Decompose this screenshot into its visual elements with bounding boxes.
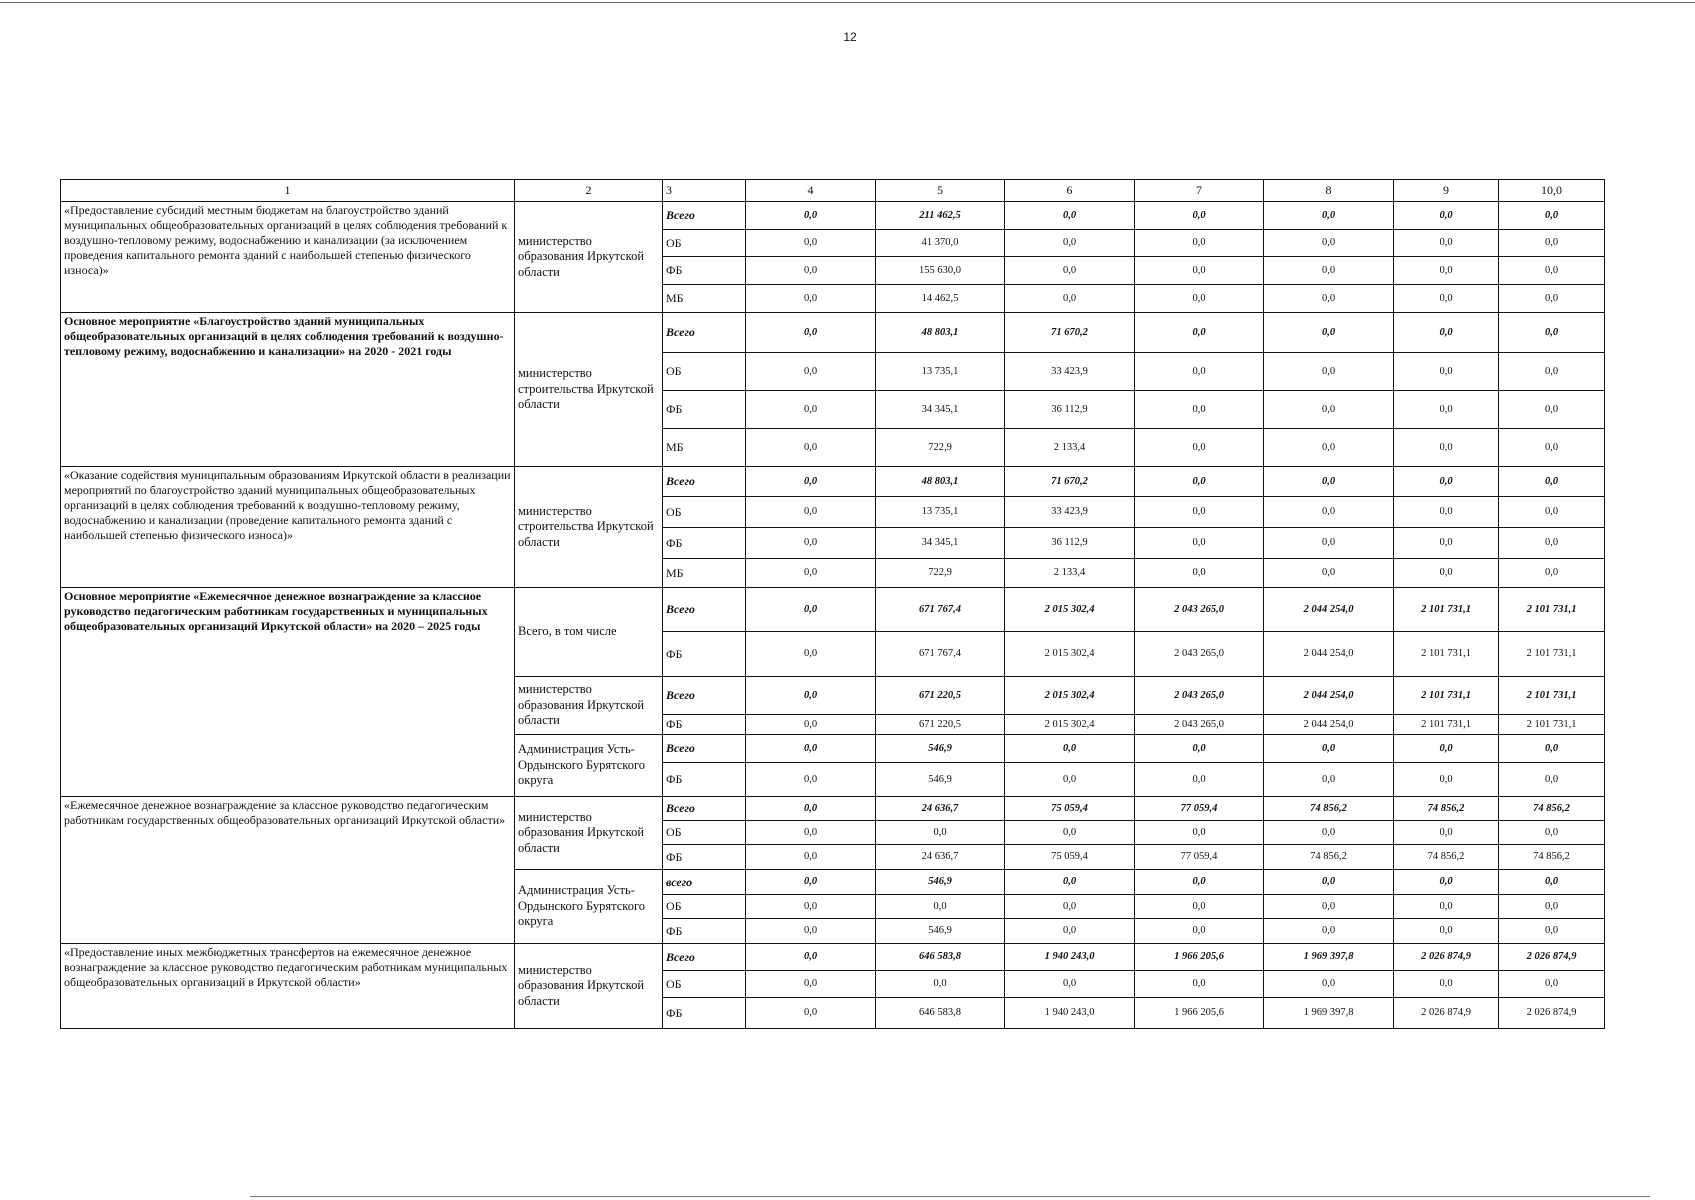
amount-cell: 2 044 254,0 <box>1264 632 1394 677</box>
funding-source-cell: ФБ <box>663 763 746 797</box>
amount-cell: 0,0 <box>1005 735 1135 763</box>
amount-cell: 0,0 <box>746 735 876 763</box>
amount-cell: 0,0 <box>1005 763 1135 797</box>
measure-name-cell: «Предоставление иных межбюджетных трансфертов на ежемесячное денежное вознаграждение за классное руководство педагогическим работникам муниципальных общеобразовательных организаций в Иркутской области» <box>61 944 515 1029</box>
amount-cell: 0,0 <box>1394 429 1499 467</box>
amount-cell: 0,0 <box>1394 353 1499 391</box>
amount-cell: 48 803,1 <box>876 313 1005 353</box>
amount-cell: 34 345,1 <box>876 528 1005 559</box>
amount-cell: 0,0 <box>746 559 876 588</box>
amount-cell: 671 220,5 <box>876 677 1005 715</box>
amount-cell: 2 043 265,0 <box>1135 588 1264 632</box>
amount-cell: 0,0 <box>1264 895 1394 919</box>
amount-cell: 211 462,5 <box>876 202 1005 230</box>
amount-cell: 0,0 <box>746 429 876 467</box>
amount-cell: 0,0 <box>1499 391 1605 429</box>
amount-cell: 0,0 <box>746 763 876 797</box>
amount-cell: 0,0 <box>1005 285 1135 313</box>
funding-source-cell: МБ <box>663 559 746 588</box>
amount-cell: 0,0 <box>1394 257 1499 285</box>
amount-cell: 2 015 302,4 <box>1005 715 1135 735</box>
amount-cell: 0,0 <box>1394 821 1499 845</box>
table-row <box>61 467 1605 497</box>
funding-source-cell: ФБ <box>663 528 746 559</box>
amount-cell: 2 101 731,1 <box>1499 588 1605 632</box>
amount-cell: 671 767,4 <box>876 588 1005 632</box>
executor-cell: министерство образования Иркутской области <box>515 677 663 735</box>
amount-cell: 74 856,2 <box>1499 797 1605 821</box>
header-cell: 6 <box>1005 180 1135 202</box>
amount-cell: 0,0 <box>1005 919 1135 944</box>
budget-table <box>60 179 1605 1029</box>
amount-cell: 2 026 874,9 <box>1499 998 1605 1029</box>
amount-cell: 34 345,1 <box>876 391 1005 429</box>
funding-source-cell: Всего <box>663 202 746 230</box>
amount-cell: 2 015 302,4 <box>1005 588 1135 632</box>
amount-cell: 0,0 <box>1499 919 1605 944</box>
executor-cell: Администрация Усть-Ордынского Бурятского округа <box>515 870 663 944</box>
amount-cell: 0,0 <box>746 497 876 528</box>
table-row <box>61 202 1605 230</box>
amount-cell: 0,0 <box>1499 971 1605 998</box>
measure-name-cell: Основное мероприятие «Благоустройство зданий муниципальных общеобразовательных организаций в целях соблюдения требований к воздушно-тепловому режиму, водоснабжению и канализации» на 2020 - 2021 годы <box>61 313 515 467</box>
page-number: 12 <box>843 30 857 44</box>
measure-name-cell: «Ежемесячное денежное вознаграждение за классное руководство педагогическим работникам государственных общеобразовательных организаций Иркутской области» <box>61 797 515 944</box>
measure-name-cell: «Предоставление субсидий местным бюджетам на благоустройство зданий муниципальных общеобразовательных организаций в целях соблюдения требований к воздушно-тепловому режиму, водоснабжению и канализации (за исключением проведения капитального ремонта зданий с наибольшей степенью физического износа)» <box>61 202 515 313</box>
amount-cell: 0,0 <box>1264 429 1394 467</box>
amount-cell: 0,0 <box>1394 497 1499 528</box>
amount-cell: 0,0 <box>1499 467 1605 497</box>
header-cell: 2 <box>515 180 663 202</box>
amount-cell: 0,0 <box>746 677 876 715</box>
funding-source-cell: всего <box>663 870 746 895</box>
amount-cell: 0,0 <box>746 845 876 870</box>
header-cell: 10,0 <box>1499 180 1605 202</box>
header-row <box>61 180 1605 202</box>
amount-cell: 0,0 <box>746 391 876 429</box>
amount-cell: 36 112,9 <box>1005 391 1135 429</box>
funding-source-cell: Всего <box>663 735 746 763</box>
executor-cell: Всего, в том числе <box>515 588 663 677</box>
executor-cell: министерство строительства Иркутской области <box>515 467 663 588</box>
amount-cell: 0,0 <box>1135 202 1264 230</box>
amount-cell: 0,0 <box>1264 353 1394 391</box>
amount-cell: 0,0 <box>746 998 876 1029</box>
amount-cell: 0,0 <box>1135 391 1264 429</box>
executor-cell: министерство образования Иркутской области <box>515 202 663 313</box>
amount-cell: 75 059,4 <box>1005 797 1135 821</box>
scan-edge-bottom <box>250 1196 1650 1197</box>
amount-cell: 24 636,7 <box>876 797 1005 821</box>
amount-cell: 1 966 205,6 <box>1135 944 1264 971</box>
amount-cell: 74 856,2 <box>1394 797 1499 821</box>
amount-cell: 0,0 <box>876 971 1005 998</box>
amount-cell: 77 059,4 <box>1135 845 1264 870</box>
amount-cell: 0,0 <box>1005 230 1135 257</box>
amount-cell: 0,0 <box>1135 285 1264 313</box>
amount-cell: 48 803,1 <box>876 467 1005 497</box>
funding-source-cell: Всего <box>663 313 746 353</box>
amount-cell: 0,0 <box>746 919 876 944</box>
amount-cell: 0,0 <box>746 528 876 559</box>
executor-cell: министерство образования Иркутской области <box>515 797 663 870</box>
amount-cell: 0,0 <box>1264 559 1394 588</box>
amount-cell: 546,9 <box>876 763 1005 797</box>
amount-cell: 0,0 <box>1005 257 1135 285</box>
amount-cell: 2 026 874,9 <box>1499 944 1605 971</box>
amount-cell: 0,0 <box>1264 313 1394 353</box>
header-cell: 9 <box>1394 180 1499 202</box>
amount-cell: 0,0 <box>746 285 876 313</box>
funding-source-cell: ОБ <box>663 353 746 391</box>
amount-cell: 546,9 <box>876 735 1005 763</box>
amount-cell: 1 966 205,6 <box>1135 998 1264 1029</box>
amount-cell: 74 856,2 <box>1264 845 1394 870</box>
amount-cell: 0,0 <box>1135 559 1264 588</box>
amount-cell: 41 370,0 <box>876 230 1005 257</box>
amount-cell: 0,0 <box>1135 735 1264 763</box>
funding-source-cell: ФБ <box>663 919 746 944</box>
funding-source-cell: ОБ <box>663 497 746 528</box>
amount-cell: 2 015 302,4 <box>1005 632 1135 677</box>
amount-cell: 0,0 <box>1394 285 1499 313</box>
amount-cell: 0,0 <box>1394 230 1499 257</box>
funding-source-cell: ФБ <box>663 845 746 870</box>
amount-cell: 0,0 <box>1264 257 1394 285</box>
amount-cell: 0,0 <box>1005 202 1135 230</box>
amount-cell: 0,0 <box>1394 870 1499 895</box>
amount-cell: 0,0 <box>1135 870 1264 895</box>
amount-cell: 0,0 <box>1135 919 1264 944</box>
amount-cell: 33 423,9 <box>1005 497 1135 528</box>
funding-source-cell: Всего <box>663 677 746 715</box>
header-cell: 7 <box>1135 180 1264 202</box>
funding-source-cell: МБ <box>663 285 746 313</box>
amount-cell: 1 940 243,0 <box>1005 944 1135 971</box>
amount-cell: 1 969 397,8 <box>1264 998 1394 1029</box>
executor-cell: Администрация Усть-Ордынского Бурятского округа <box>515 735 663 797</box>
amount-cell: 77 059,4 <box>1135 797 1264 821</box>
amount-cell: 546,9 <box>876 870 1005 895</box>
amount-cell: 0,0 <box>1499 870 1605 895</box>
amount-cell: 2 101 731,1 <box>1394 715 1499 735</box>
funding-source-cell: МБ <box>663 429 746 467</box>
amount-cell: 0,0 <box>746 895 876 919</box>
amount-cell: 0,0 <box>1394 735 1499 763</box>
amount-cell: 0,0 <box>1394 919 1499 944</box>
funding-source-cell: ФБ <box>663 998 746 1029</box>
amount-cell: 0,0 <box>1005 971 1135 998</box>
amount-cell: 0,0 <box>746 588 876 632</box>
amount-cell: 0,0 <box>1394 467 1499 497</box>
amount-cell: 0,0 <box>1135 895 1264 919</box>
amount-cell: 0,0 <box>1264 285 1394 313</box>
amount-cell: 0,0 <box>1135 353 1264 391</box>
scan-edge-top <box>0 2 1695 3</box>
header-cell: 8 <box>1264 180 1394 202</box>
amount-cell: 0,0 <box>1264 528 1394 559</box>
amount-cell: 24 636,7 <box>876 845 1005 870</box>
table-row <box>61 588 1605 632</box>
amount-cell: 646 583,8 <box>876 998 1005 1029</box>
amount-cell: 2 026 874,9 <box>1394 944 1499 971</box>
header-cell: 1 <box>61 180 515 202</box>
amount-cell: 0,0 <box>1394 895 1499 919</box>
amount-cell: 0,0 <box>746 944 876 971</box>
amount-cell: 1 940 243,0 <box>1005 998 1135 1029</box>
amount-cell: 0,0 <box>1394 313 1499 353</box>
amount-cell: 0,0 <box>1135 429 1264 467</box>
amount-cell: 0,0 <box>1264 735 1394 763</box>
amount-cell: 0,0 <box>746 353 876 391</box>
executor-cell: министерство образования Иркутской области <box>515 944 663 1029</box>
amount-cell: 0,0 <box>1005 821 1135 845</box>
amount-cell: 0,0 <box>876 821 1005 845</box>
funding-source-cell: ФБ <box>663 632 746 677</box>
amount-cell: 155 630,0 <box>876 257 1005 285</box>
amount-cell: 71 670,2 <box>1005 467 1135 497</box>
amount-cell: 2 015 302,4 <box>1005 677 1135 715</box>
amount-cell: 0,0 <box>746 971 876 998</box>
amount-cell: 0,0 <box>746 467 876 497</box>
amount-cell: 546,9 <box>876 919 1005 944</box>
amount-cell: 0,0 <box>746 257 876 285</box>
measure-name-cell: Основное мероприятие «Ежемесячное денежное вознаграждение за классное руководство педагогическим работникам государственных и муниципальных общеобразовательных организаций Иркутской области» на 2020 – 2025 годы <box>61 588 515 797</box>
amount-cell: 0,0 <box>1394 971 1499 998</box>
amount-cell: 36 112,9 <box>1005 528 1135 559</box>
amount-cell: 2 101 731,1 <box>1394 632 1499 677</box>
amount-cell: 1 969 397,8 <box>1264 944 1394 971</box>
amount-cell: 0,0 <box>1499 821 1605 845</box>
amount-cell: 0,0 <box>1264 202 1394 230</box>
amount-cell: 0,0 <box>1499 230 1605 257</box>
amount-cell: 646 583,8 <box>876 944 1005 971</box>
executor-cell: министерство строительства Иркутской области <box>515 313 663 467</box>
amount-cell: 0,0 <box>746 715 876 735</box>
amount-cell: 0,0 <box>1499 497 1605 528</box>
funding-source-cell: ФБ <box>663 257 746 285</box>
amount-cell: 0,0 <box>1394 391 1499 429</box>
amount-cell: 0,0 <box>1394 763 1499 797</box>
amount-cell: 2 044 254,0 <box>1264 715 1394 735</box>
amount-cell: 2 101 731,1 <box>1394 677 1499 715</box>
amount-cell: 0,0 <box>1135 821 1264 845</box>
amount-cell: 33 423,9 <box>1005 353 1135 391</box>
amount-cell: 0,0 <box>1135 497 1264 528</box>
amount-cell: 0,0 <box>1499 257 1605 285</box>
amount-cell: 0,0 <box>1135 971 1264 998</box>
amount-cell: 0,0 <box>1499 735 1605 763</box>
amount-cell: 0,0 <box>1264 870 1394 895</box>
amount-cell: 2 133,4 <box>1005 429 1135 467</box>
amount-cell: 0,0 <box>746 202 876 230</box>
amount-cell: 0,0 <box>1499 202 1605 230</box>
header-cell: 3 <box>663 180 746 202</box>
amount-cell: 0,0 <box>1499 895 1605 919</box>
amount-cell: 2 101 731,1 <box>1499 677 1605 715</box>
amount-cell: 2 133,4 <box>1005 559 1135 588</box>
funding-source-cell: Всего <box>663 797 746 821</box>
amount-cell: 0,0 <box>1264 230 1394 257</box>
funding-source-cell: Всего <box>663 944 746 971</box>
amount-cell: 722,9 <box>876 559 1005 588</box>
amount-cell: 0,0 <box>1135 467 1264 497</box>
amount-cell: 0,0 <box>746 870 876 895</box>
amount-cell: 0,0 <box>1135 230 1264 257</box>
amount-cell: 0,0 <box>1499 429 1605 467</box>
funding-source-cell: Всего <box>663 467 746 497</box>
amount-cell: 0,0 <box>1394 559 1499 588</box>
amount-cell: 2 101 731,1 <box>1394 588 1499 632</box>
amount-cell: 0,0 <box>1264 391 1394 429</box>
amount-cell: 671 220,5 <box>876 715 1005 735</box>
amount-cell: 0,0 <box>1135 763 1264 797</box>
header-cell: 5 <box>876 180 1005 202</box>
amount-cell: 0,0 <box>1499 353 1605 391</box>
amount-cell: 74 856,2 <box>1264 797 1394 821</box>
amount-cell: 2 044 254,0 <box>1264 588 1394 632</box>
funding-source-cell: Всего <box>663 588 746 632</box>
amount-cell: 0,0 <box>1499 528 1605 559</box>
amount-cell: 722,9 <box>876 429 1005 467</box>
amount-cell: 0,0 <box>746 797 876 821</box>
amount-cell: 0,0 <box>1394 528 1499 559</box>
amount-cell: 75 059,4 <box>1005 845 1135 870</box>
amount-cell: 0,0 <box>746 632 876 677</box>
amount-cell: 2 043 265,0 <box>1135 715 1264 735</box>
funding-source-cell: ФБ <box>663 391 746 429</box>
amount-cell: 0,0 <box>1499 313 1605 353</box>
amount-cell: 671 767,4 <box>876 632 1005 677</box>
header-cell: 4 <box>746 180 876 202</box>
funding-source-cell: ОБ <box>663 821 746 845</box>
funding-source-cell: ОБ <box>663 230 746 257</box>
amount-cell: 0,0 <box>1135 257 1264 285</box>
amount-cell: 0,0 <box>1394 202 1499 230</box>
amount-cell: 0,0 <box>1135 313 1264 353</box>
amount-cell: 13 735,1 <box>876 353 1005 391</box>
amount-cell: 2 026 874,9 <box>1394 998 1499 1029</box>
amount-cell: 2 044 254,0 <box>1264 677 1394 715</box>
funding-source-cell: ОБ <box>663 971 746 998</box>
amount-cell: 0,0 <box>746 230 876 257</box>
amount-cell: 13 735,1 <box>876 497 1005 528</box>
funding-source-cell: ФБ <box>663 715 746 735</box>
amount-cell: 2 101 731,1 <box>1499 715 1605 735</box>
amount-cell: 0,0 <box>1005 870 1135 895</box>
table-row <box>61 313 1605 353</box>
amount-cell: 0,0 <box>1264 971 1394 998</box>
amount-cell: 0,0 <box>1499 763 1605 797</box>
amount-cell: 0,0 <box>1264 919 1394 944</box>
amount-cell: 74 856,2 <box>1394 845 1499 870</box>
amount-cell: 71 670,2 <box>1005 313 1135 353</box>
amount-cell: 0,0 <box>746 821 876 845</box>
amount-cell: 0,0 <box>1264 821 1394 845</box>
amount-cell: 0,0 <box>1135 528 1264 559</box>
amount-cell: 14 462,5 <box>876 285 1005 313</box>
amount-cell: 0,0 <box>1264 497 1394 528</box>
amount-cell: 2 101 731,1 <box>1499 632 1605 677</box>
amount-cell: 2 043 265,0 <box>1135 632 1264 677</box>
amount-cell: 0,0 <box>1264 763 1394 797</box>
table-row <box>61 797 1605 821</box>
amount-cell: 0,0 <box>876 895 1005 919</box>
amount-cell: 0,0 <box>1264 467 1394 497</box>
amount-cell: 0,0 <box>1499 559 1605 588</box>
funding-source-cell: ОБ <box>663 895 746 919</box>
amount-cell: 0,0 <box>1499 285 1605 313</box>
table-row <box>61 944 1605 971</box>
amount-cell: 2 043 265,0 <box>1135 677 1264 715</box>
amount-cell: 0,0 <box>1005 895 1135 919</box>
amount-cell: 74 856,2 <box>1499 845 1605 870</box>
measure-name-cell: «Оказание содействия муниципальным образованиям Иркутской области в реализации мероприятий по благоустройство зданий муниципальных общеобразовательных организаций в целях соблюдения требований к воздушно-тепловому режиму, водоснабжению и канализации (проведение капитального ремонта зданий с наибольшей степенью физического износа)» <box>61 467 515 588</box>
amount-cell: 0,0 <box>746 313 876 353</box>
